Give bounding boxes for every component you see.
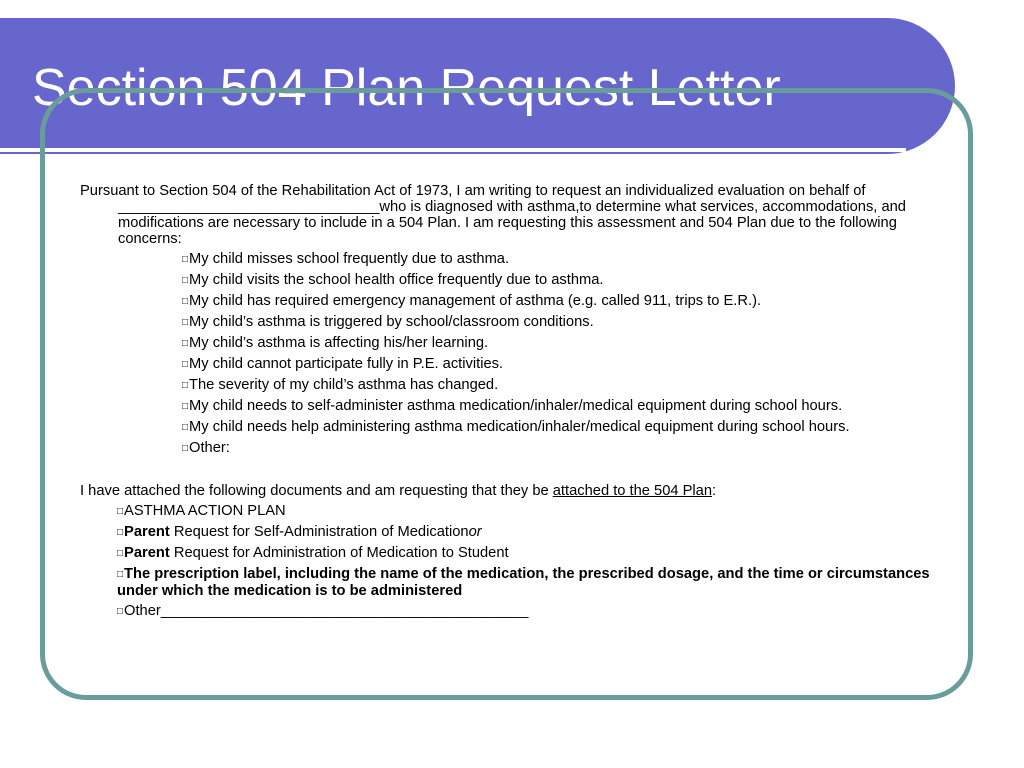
attachment-bold: Parent: [124, 545, 170, 561]
attachment-item: [80, 603, 960, 620]
attachments-list: [80, 503, 960, 620]
attachment-item: [80, 545, 960, 562]
concern-item: □ My child has required emergency management of asthma (e.g. called 911, trips to E.R.).: [80, 293, 960, 310]
concern-item: □ My child needs help administering asthma medication/inhaler/medical equipment during school hours.: [80, 419, 960, 436]
concern-item: □ My child misses school frequently due to asthma.: [80, 251, 960, 268]
attachment-bold: Parent: [124, 524, 170, 540]
attachments-paragraph: [80, 483, 960, 499]
concern-item: □ My child needs to self-administer asthma medication/inhaler/medical equipment during school hours.: [80, 398, 960, 415]
concern-item: □ My child visits the school health office frequently due to asthma.: [80, 272, 960, 289]
attachment-bold: The prescription label, including the name of the medication, the prescribed dosage, and the time or circumstances under which the medication is to be administered: [117, 566, 930, 599]
concern-item: □ My child cannot participate fully in P.E. activities.: [80, 356, 960, 373]
attachment-item: [80, 503, 960, 520]
concern-item: □ My child’s asthma is triggered by school/classroom conditions.: [80, 314, 960, 331]
intro-text-1: Pursuant to Section 504 of the Rehabilitation Act of 1973, I am writing to request an individualized evaluation on behalf of: [80, 183, 866, 199]
attachments-colon: :: [712, 483, 717, 499]
attachment-italic: or: [468, 524, 482, 540]
letter-body: [80, 183, 960, 624]
intro-paragraph: [80, 183, 960, 247]
concern-item: □ Other:: [80, 440, 960, 457]
name-blank: ________________________________: [118, 199, 380, 215]
slide-title: Section 504 Plan Request Letter: [32, 59, 781, 117]
concern-item: □ The severity of my child’s asthma has changed.: [80, 377, 960, 394]
intro-text-2: who is diagnosed with asthma,to determine what services, accommodations, and modifications are necessary to include in a 504 Plan. I am requesting this assessment and 504 Plan due to the following concerns:: [118, 199, 906, 247]
attachment-text: Other_____________________________________________: [124, 603, 529, 619]
concerns-list: [80, 251, 960, 457]
attachment-item: [80, 566, 960, 599]
attachment-text: Request for Self-Administration of Medication: [169, 524, 469, 540]
concern-item: □ My child’s asthma is affecting his/her learning.: [80, 335, 960, 352]
attachment-item: [80, 524, 960, 541]
attachments-intro-text: I have attached the following documents and am requesting that they be: [80, 483, 553, 499]
attachment-text: Request for Administration of Medication to Student: [169, 545, 509, 561]
attached-plan-link-text: attached to the 504 Plan: [552, 483, 713, 499]
attachment-text: ASTHMA ACTION PLAN: [124, 503, 286, 519]
